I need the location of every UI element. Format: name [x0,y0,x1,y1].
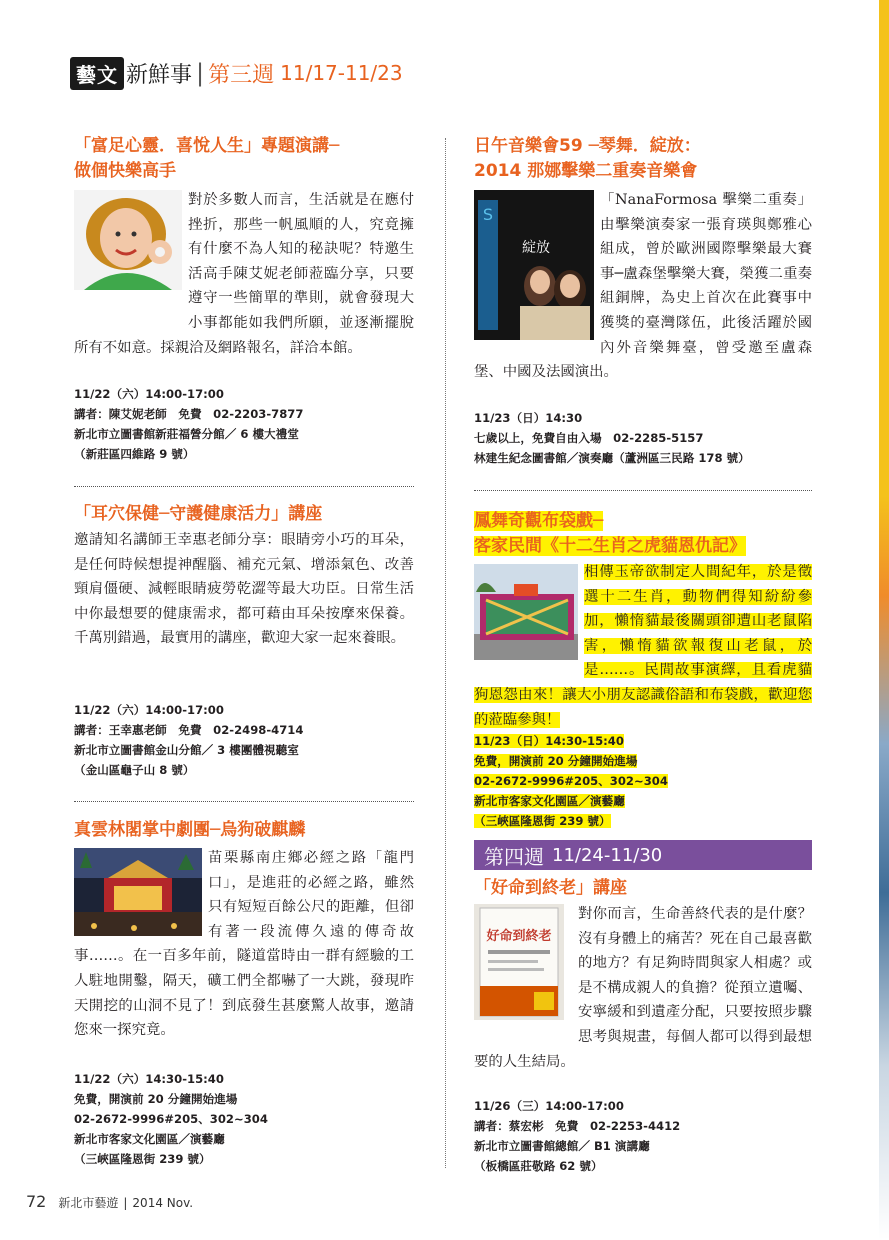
svg-text:綻放: 綻放 [522,240,550,256]
event3-title: 真雲林閣掌中劇團─烏狗破麒麟 [74,820,306,840]
magazine-name: 新北市藝遊 [58,1196,119,1210]
event2-details: 11/22（六）14:00-17:00 講者：王幸惠老師 免費 02-2498-4714 新北市立圖書館金山分館／ 3 樓團體視聽室 （金山區龜子山 8 號） [74,703,304,777]
event1-details: 11/22（六）14:00-17:00 講者：陳艾妮老師 免費 02-2203-7877 新北市立圖書館新莊福營分館／ 6 樓大禮堂 （新莊區四維路 9 號） [74,387,304,461]
divider-3 [474,490,812,491]
week4-banner [474,840,812,870]
page-number: 72 [26,1192,47,1211]
event5-description: 相傳玉帝欲制定人間紀年，於是徵選十二生肖，動物們得知紛紛參加，懶惰貓最後關頭卻遭山老鼠陷害，懶惰貓欲報復山老鼠，於是……。民間故事演繹，且看虎貓狗恩怨由來！讓大小朋友認識俗語和布袋戲，歡迎您的蒞臨參與！ [474,564,812,728]
event5-details: 11/23（日）14:30-15:40 免費，開演前 20 分鐘開始進場 02-2672-9996#205、302~304 新北市客家文化園區／演藝廳 （三峽區隆恩街 239 號） [474,734,668,828]
page-footer [26,1192,193,1211]
event2-description: 邀請知名講師王幸惠老師分享：眼睛旁小巧的耳朵，是任何時候想提神醒腦、補充元氣、增添氣色、改善頸肩僵硬、減輕眼睛疲勞乾澀等最大功臣。日常生活中你最想要的健康需求，都可藉由耳朵按摩來保養。千萬別錯過，最實用的講座，歡迎大家一起來養眼。 [74,532,414,647]
week4-name: 第四週 [484,844,544,869]
header-divider: | [196,59,205,87]
event1-title-line2: 做個快樂高手 [74,161,176,181]
divider-2 [74,801,414,802]
header-week: 第三週 [208,62,275,88]
event4-title-line1: 日午音樂會59 ─琴舞．綻放： [474,136,701,156]
event4-details: 11/23（日）14:30 七歲以上，免費自由入場 02-2285-5157 林建生紀念圖書館／演奏廳（蘆洲區三民路 178 號） [474,411,750,465]
header-dates: 11/17-11/23 [280,61,403,85]
event6-details: 11/26（三）14:00-17:00 講者：蔡宏彬 免費 02-2253-4412 新北市立圖書館總館／ B1 演講廳 （板橋區莊敬路 62 號） [474,1099,681,1173]
event6-title: 「好命到終老」講座 [474,878,627,898]
event6-description: 對你而言，生命善終代表的是什麼？沒有身體上的痛苦？死在自己最喜歡的地方？有足夠時間與家人相處？或是不構成親人的負擔？從預立遺囑、安寧緩和到遺產分配，只要按照步驟思考與規畫，每個人都可以得到最想要的人生結局。 [474,906,812,1070]
issue-date: 2014 Nov. [132,1196,194,1210]
edge-photo-strip [879,0,889,1240]
footer-divider: | [123,1196,128,1210]
week4-dates: 11/24-11/30 [552,844,663,866]
svg-text:好命到終老: 好命到終老 [486,929,552,944]
event3-details: 11/22（六）14:30-15:40 免費，開演前 20 分鐘開始進場 02-2672-9996#205、302~304 新北市客家文化園區／演藝廳 （三峽區隆恩街 239 號） [74,1072,268,1166]
column-divider [445,138,446,1168]
event1-description: 對於多數人而言，生活就是在應付挫折，那些一帆風順的人，究竟擁有什麼不為人知的秘訣呢？特邀生活高手陳艾妮老師蒞臨分享，只要遵守一些簡單的準則，就會發現大小事都能如我們所願，並逐漸擺脫所有不如意。採親洽及網路報名，詳洽本館。 [74,192,414,356]
svg-text:S: S [482,205,494,224]
event1-title-line1: 「富足心靈．喜悅人生」專題演講─ [74,136,340,156]
event5-title-line2: 客家民間《十二生肖之虎貓恩仇記》 [474,536,746,556]
header-title: 新鮮事 [126,62,193,88]
event4-title-line2: 2014 那娜擊樂二重奏音樂會 [474,161,698,181]
event3-description: 苗栗縣南庄鄉必經之路「龍門口」，是進莊的必經之路，雖然只有短短百餘公尺的距離，但卻有著一段流傳久遠的傳奇故事……。在一百多年前，隧道當時由一群有經驗的工人駐地開鑿，隔天，礦工們全都嚇了一大跳，發現昨天開挖的山洞不見了！到底發生甚麼驚人故事，邀請您來一探究竟。 [74,850,414,1039]
event5-title-line1: 鳳舞奇觀布袋戲─ [474,511,604,531]
event2-title: 「耳穴保健─守護健康活力」講座 [74,504,323,524]
event4-description: 「NanaFormosa 擊樂二重奏」由擊樂演奏家一張育瑛與鄭雅心組成，曾於歐洲國際擊樂最大賽事─盧森堡擊樂大賽，榮獲二重奏組銅牌，為史上首次在此賽事中獲獎的臺灣隊伍，此後活躍於國內外音樂舞臺，曾受邀至盧森堡、中國及法國演出。 [474,192,812,381]
section-header [70,56,403,90]
header-badge: 藝文 [70,57,124,90]
divider-1 [74,486,414,487]
